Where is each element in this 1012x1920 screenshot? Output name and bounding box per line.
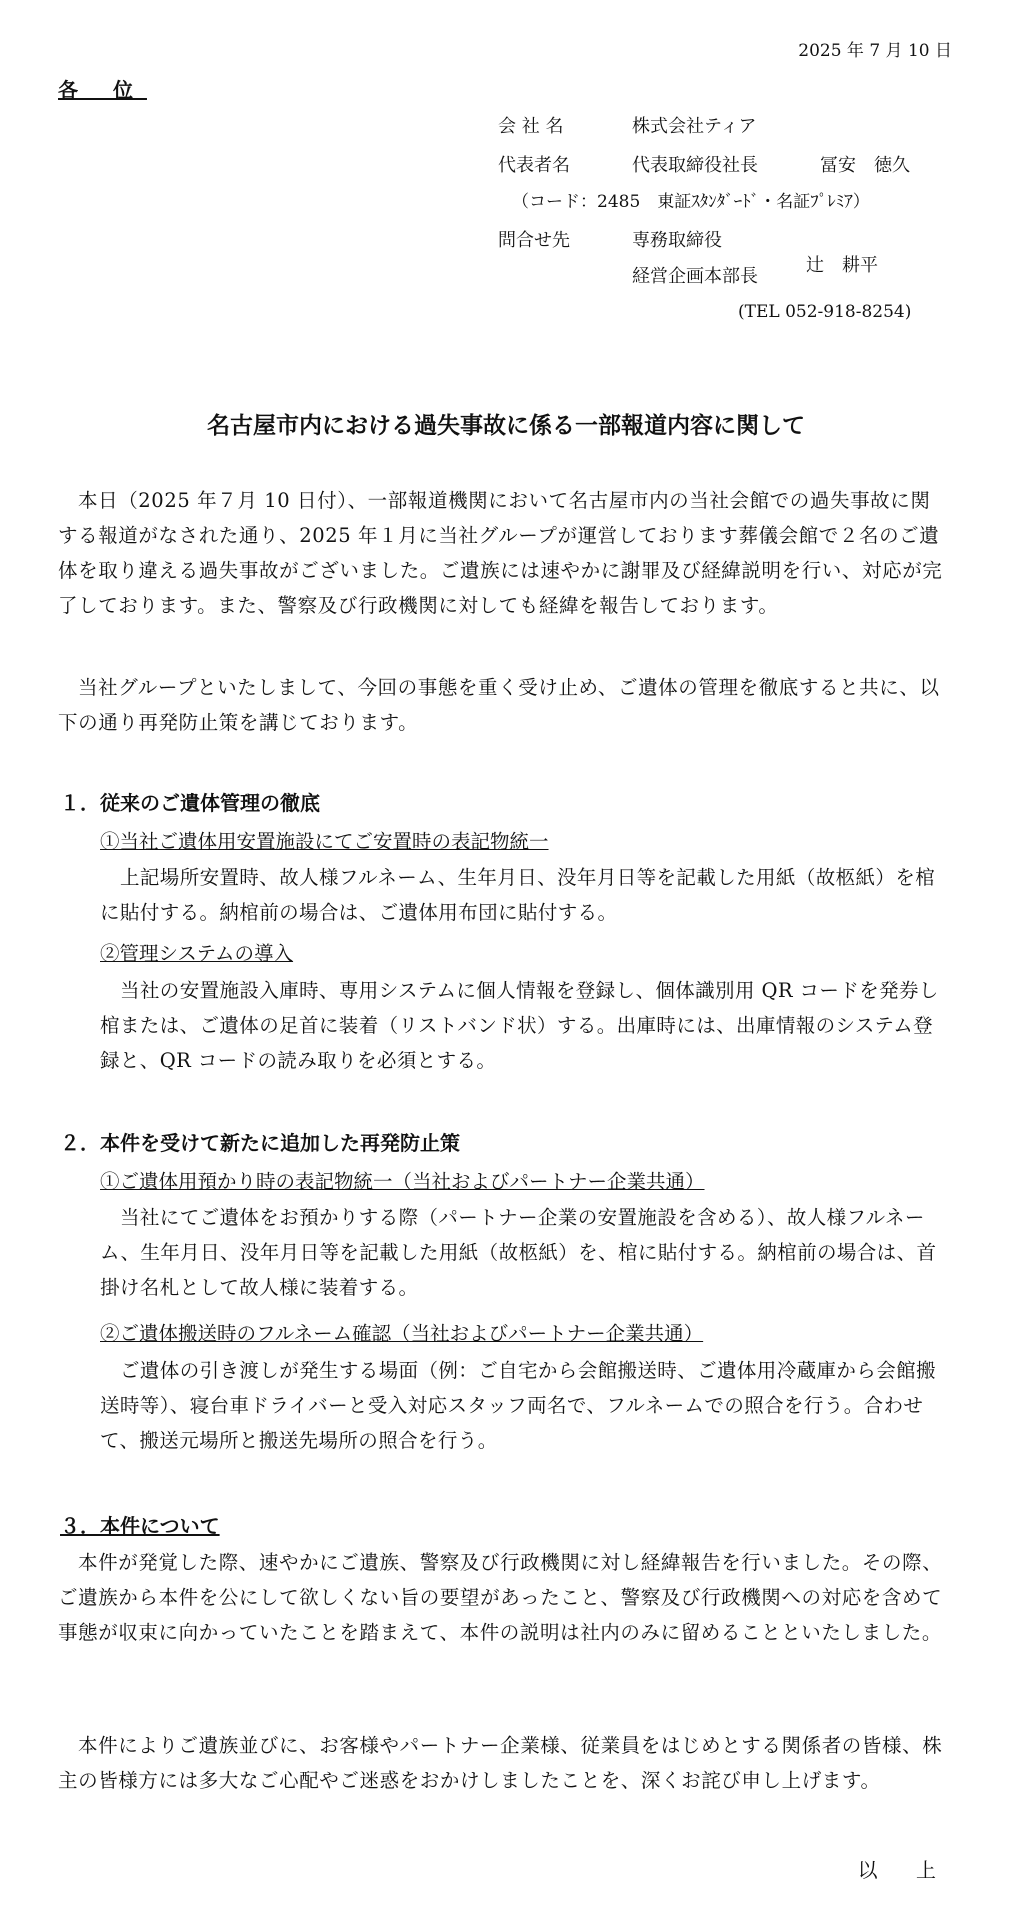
section-2-item-2-title: ②ご遺体搬送時のフルネーム確認（当社およびパートナー企業共通） <box>100 1322 704 1345</box>
section-1-item-2-text: 当社の安置施設入庫時、専用システムに個人情報を登録し、個体識別用 QR コードを発券し棺または、ご遺体の足首に装着（リストバンド状）する。出庫時には、出庫情報のシステム登録と、QR コードの読み取りを必須とする。 <box>100 979 939 1072</box>
contact-name: 辻 耕平 <box>806 255 878 276</box>
company-label: 会 社 名 <box>498 116 564 137</box>
section-3-text: 本件が発覚した際、速やかにご遺族、警察及び行政機関に対し経緯報告を行いました。その際、ご遺族から本件を公にして欲しくない旨の要望があったこと、警察及び行政機関への対応を含めて事態が収束に向かっていたことを踏まえて、本件の説明は社内のみに留めることといたしました。 <box>58 1551 943 1644</box>
section-2-heading: ２．本件を受けて新たに追加した再発防止策 <box>60 1131 460 1155</box>
addressee: 各 位 <box>58 78 147 102</box>
intro-paragraph-1: 本日（2025 年７月 10 日付）、一部報道機関において名古屋市内の当社会館での過失事故に関する報道がなされた通り、2025 年１月に当社グループが運営しております葬儀会館で２名のご遺体を取り違える過失事故がございました。ご遺族には速やかに謝罪及び経緯説明を行い、対応が完了しております。また、警察及び行政機関に対しても経緯を報告しております。 <box>58 489 943 617</box>
stock-code: （コード：2485 東証ｽﾀﾝﾀﾞｰﾄﾞ・名証ﾌﾟﾚﾐｱ） <box>512 192 870 212</box>
contact-title-2: 経営企画本部長 <box>632 266 758 287</box>
section-1-item-1-text: 上記場所安置時、故人様フルネーム、生年月日、没年月日等を記載した用紙（故柩紙）を棺に貼付する。納棺前の場合は、ご遺体用布団に貼付する。 <box>100 866 936 924</box>
representative-title: 代表取締役社長 <box>632 155 758 176</box>
contact-tel: (TEL 052-918-8254) <box>738 302 912 322</box>
section-1-item-1-title: ①当社ご遺体用安置施設にてご安置時の表記物統一 <box>100 830 549 853</box>
page-title: 名古屋市内における過失事故に係る一部報道内容に関して <box>207 412 805 439</box>
section-1-heading: １．従来のご遺体管理の徹底 <box>60 791 320 815</box>
apology-paragraph: 本件によりご遺族並びに、お客様やパートナー企業様、従業員をはじめとする関係者の皆様、株主の皆様方には多大なご心配やご迷惑をおかけしましたことを、深くお詫び申し上げます。 <box>58 1734 943 1792</box>
representative-label: 代表者名 <box>498 155 570 176</box>
section-2-item-2-text: ご遺体の引き渡しが発生する場面（例：ご自宅から会館搬送時、ご遺体用冷蔵庫から会館搬送時等）、寝台車ドライバーと受入対応スタッフ両名で、フルネームでの照合を行う。合わせて、搬送元場所と搬送先場所の照合を行う。 <box>100 1359 936 1452</box>
representative-name: 冨安 徳久 <box>820 155 910 176</box>
contact-title-1: 専務取締役 <box>632 230 722 251</box>
section-3-heading: ３．本件について <box>60 1514 220 1538</box>
section-1-item-2-title: ②管理システムの導入 <box>100 942 294 965</box>
document-date: 2025 年 7 月 10 日 <box>798 41 952 61</box>
company-name: 株式会社ティア <box>632 116 757 137</box>
section-2-item-1-text: 当社にてご遺体をお預かりする際（パートナー企業の安置施設を含める）、故人様フルネーム、生年月日、没年月日等を記載した用紙（故柩紙）を、棺に貼付する。納棺前の場合は、首掛け名札として故人様に装着する。 <box>100 1206 937 1299</box>
closing-mark: 以 上 <box>857 1858 952 1882</box>
section-2-item-1-title: ①ご遺体用預かり時の表記物統一（当社およびパートナー企業共通） <box>100 1170 705 1193</box>
contact-label: 問合せ先 <box>498 230 570 251</box>
intro-paragraph-2: 当社グループといたしまして、今回の事態を重く受け止め、ご遺体の管理を徹底すると共に、以下の通り再発防止策を講じております。 <box>58 676 940 734</box>
